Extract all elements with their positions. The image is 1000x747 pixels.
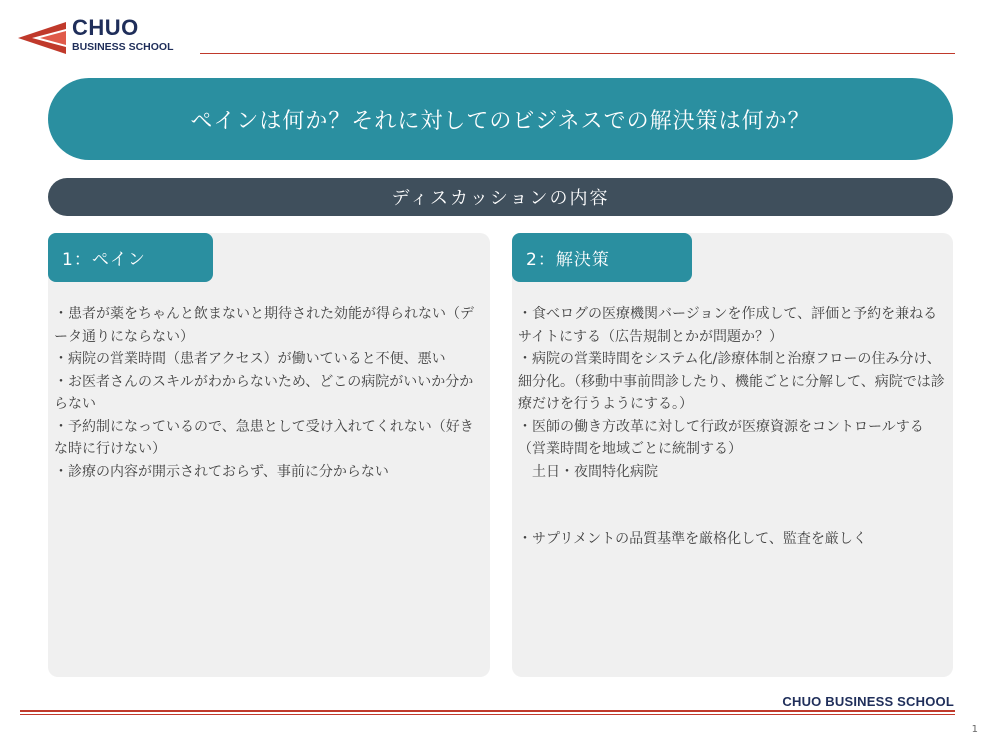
pain-panel — [48, 233, 490, 677]
list-item: ・診療の内容が開示されておらず、事前に分からない — [54, 463, 389, 480]
solution-panel-body — [518, 303, 945, 551]
footer-brand: CHUO BUSINESS SCHOOL — [782, 694, 954, 709]
solution-panel — [512, 233, 953, 677]
title-banner — [48, 78, 953, 160]
solution-panel-tab — [512, 233, 692, 282]
list-item: ・患者が薬をちゃんと飲まないと期待された効能が得られない（データ通りにならない） — [54, 306, 474, 345]
list-item: ・食べログの医療機関バージョンを作成して、評価と予約を兼ねるサイトにする（広告規制とかが問題か？） — [518, 306, 938, 345]
spacer — [518, 483, 945, 528]
logo-subtitle: BUSINESS SCHOOL — [72, 41, 174, 53]
pain-panel-body — [54, 303, 482, 483]
footer-rule — [20, 710, 955, 712]
list-item: ・予約制になっているので、急患として受け入れてくれない（好きな時に行けない） — [54, 418, 474, 457]
logo-name: CHUO — [72, 15, 139, 40]
list-item: ・お医者さんのスキルがわからないため、どこの病院がいいか分からない — [54, 373, 474, 412]
pain-panel-heading: 1：ペイン — [62, 250, 146, 270]
page-number: 1 — [971, 724, 978, 735]
pain-panel-tab — [48, 233, 213, 282]
list-item: 土日・夜間特化病院 — [518, 463, 658, 480]
header-rule — [200, 53, 955, 54]
list-item: ・病院の営業時間（患者アクセス）が働いていると不便、悪い — [54, 351, 446, 367]
red-chevron-icon — [18, 20, 66, 56]
list-item: ・医師の働き方改革に対して行政が医療資源をコントロールする（営業時間を地域ごとに統制する） — [518, 418, 924, 457]
logo — [18, 14, 208, 60]
section-subtitle: ディスカッションの内容 — [391, 188, 610, 209]
page-title: ペインは何か？それに対してのビジネスでの解決策は何か？ — [190, 108, 811, 134]
list-item: ・サプリメントの品質基準を厳格化して、監査を厳しく — [518, 531, 867, 547]
list-item: ・病院の営業時間をシステム化/診療体制と治療フローの住み分け、細分化。（移動中事前問診したり、機能ごとに分解して、病院では診療だけを行うようにする。） — [518, 351, 945, 412]
subtitle-bar — [48, 178, 953, 216]
solution-panel-heading: 2：解決策 — [526, 250, 610, 270]
footer-rule-thin — [20, 714, 955, 715]
